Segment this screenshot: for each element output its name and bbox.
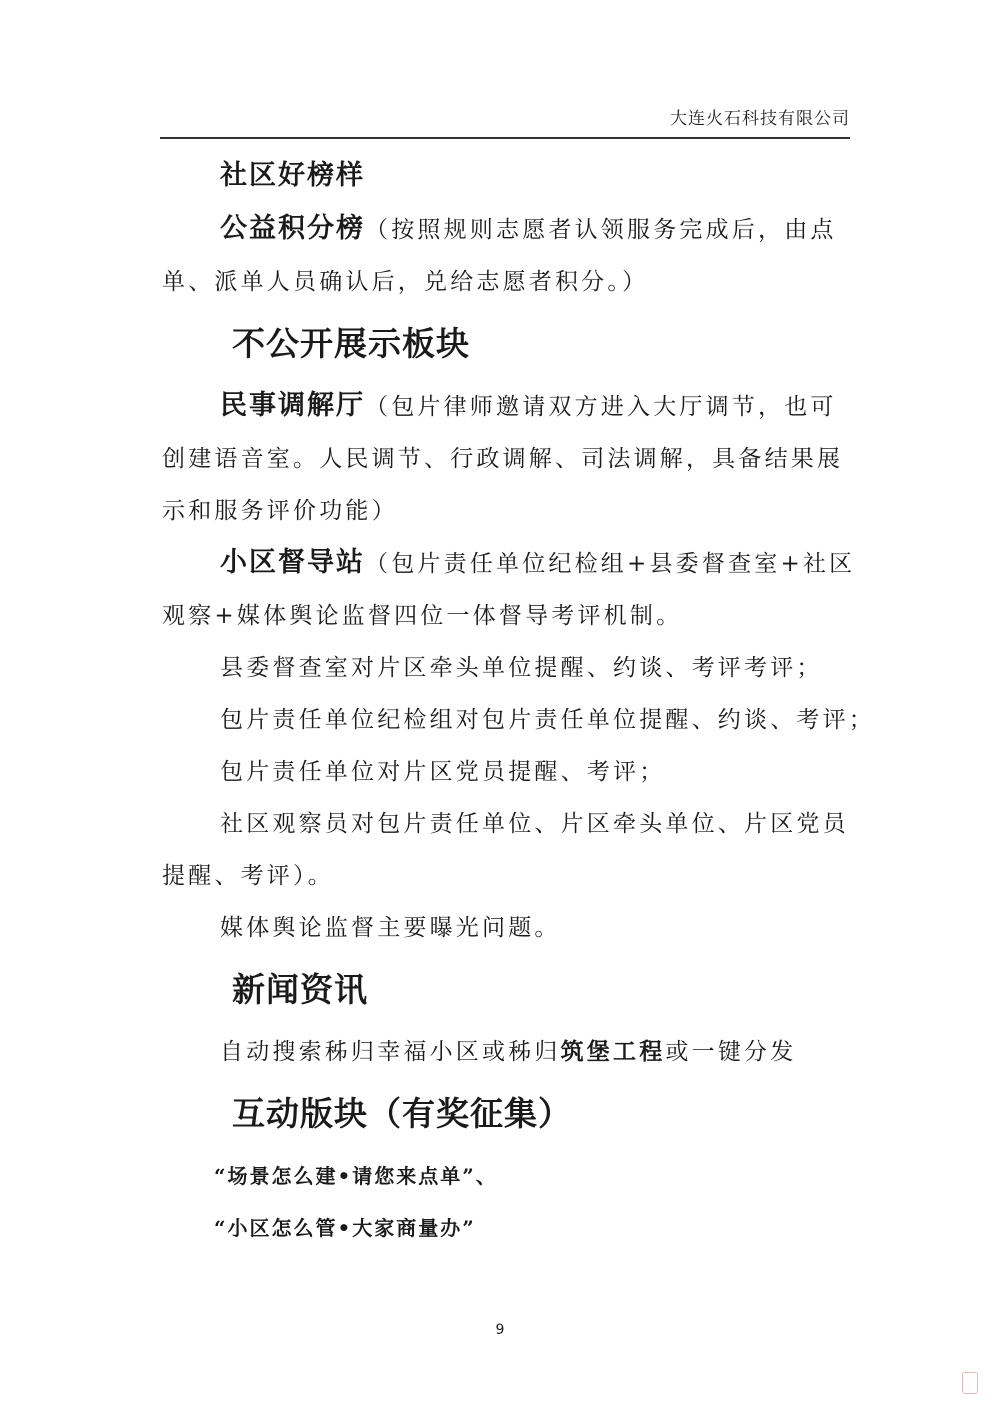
page-number: 9 xyxy=(495,1322,505,1338)
header-company-name: 大连火石科技有限公司 xyxy=(670,109,850,129)
paragraph-mediation-cont-1: 创建语音室。人民调节、行政调解、司法调解，具备结果展 xyxy=(162,446,844,472)
paragraph-supervision-cont: 观察+媒体舆论监督四位一体督导考评机制。 xyxy=(162,603,683,629)
news-text-c: 或一键分发 xyxy=(665,1039,797,1065)
section-title-news: 新闻资讯 xyxy=(232,970,368,1009)
paragraph-community-observer-cont: 提醒、考评）。 xyxy=(162,863,334,889)
points-board-heading: 公益积分榜 xyxy=(220,213,365,244)
interactive-quote-2: “小区怎么管•大家商量办” xyxy=(214,1216,476,1240)
section-title-interactive: 互动版块（有奖征集） xyxy=(232,1094,572,1133)
points-board-text: （按照规则志愿者认领服务完成后，由点 xyxy=(365,217,837,243)
paragraph-community-observer: 社区观察员对包片责任单位、片区牵头单位、片区党员 xyxy=(220,811,849,837)
paragraph-responsible-unit: 包片责任单位对片区党员提醒、考评； xyxy=(220,759,666,785)
section-title-private: 不公开展示板块 xyxy=(232,324,470,363)
seal-mark xyxy=(962,1372,978,1394)
supervision-station-heading: 小区督导站 xyxy=(220,547,365,578)
news-text-bold: 筑堡工程 xyxy=(560,1038,666,1065)
paragraph-discipline-group: 包片责任单位纪检组对包片责任单位提醒、约谈、考评； xyxy=(220,707,875,733)
mediation-hall-heading: 民事调解厅 xyxy=(220,390,365,421)
supervision-station-text: （包片责任单位纪检组+县委督查室+社区 xyxy=(365,551,856,577)
paragraph-mediation-cont-2: 示和服务评价功能） xyxy=(162,498,398,524)
paragraph-county-office: 县委督查室对片区牵头单位提醒、约谈、考评考评； xyxy=(220,655,823,681)
document-body xyxy=(162,150,875,1254)
community-model-heading: 社区好榜样 xyxy=(220,160,365,191)
paragraph-media-supervision: 媒体舆论监督主要曝光问题。 xyxy=(220,915,561,941)
interactive-quote-1: “场景怎么建•请您来点单”、 xyxy=(214,1164,498,1188)
paragraph-community-model xyxy=(162,150,850,203)
mediation-hall-text: （包片律师邀请双方进入大厅调节，也可 xyxy=(365,394,837,420)
paragraph-news-auto-search xyxy=(162,1026,850,1078)
paragraph-points-board-cont: 单、派单人员确认后，兑给志愿者积分。） xyxy=(162,269,649,295)
paragraph-supervision-station xyxy=(162,537,856,590)
header-divider xyxy=(160,137,850,139)
news-text-a: 自动搜索秭归幸福小区或秭归 xyxy=(220,1039,561,1065)
paragraph-mediation-hall xyxy=(162,380,850,433)
paragraph-points-board xyxy=(162,203,850,256)
